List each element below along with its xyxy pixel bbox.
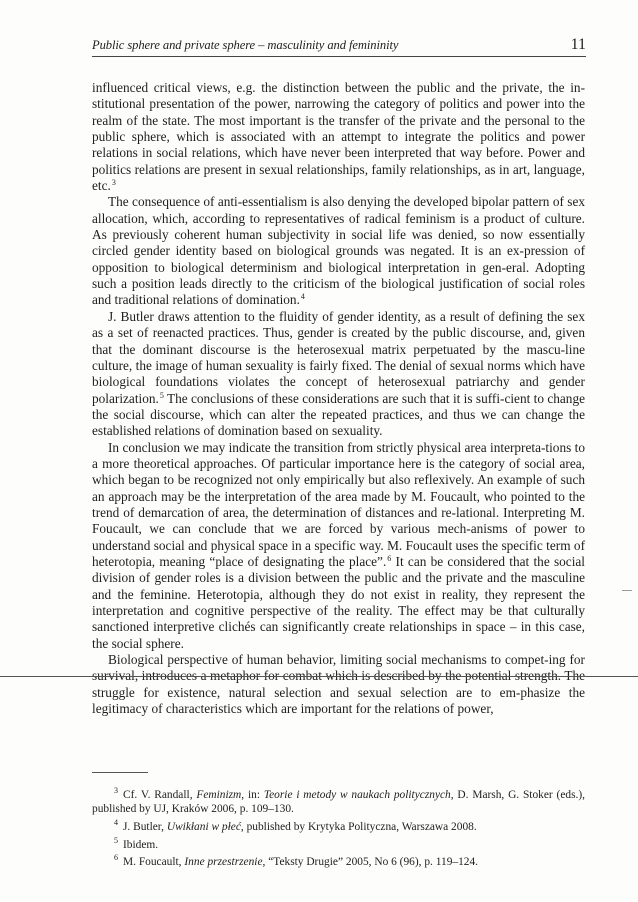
footnote-text: J. Butler, [123, 820, 167, 833]
paragraph [92, 194, 585, 308]
scan-rule-line [0, 676, 638, 677]
paragraph [92, 440, 585, 652]
paragraph-text: It can be considered that the social division of gender roles is a division between the public and the private and the masculine and the feminine. Heterotopia, although they do not exist in reality, they represent the interpretation and cognitive perspective of the reality. The effect may be that culturally sanctioned interpretive clichés can significantly create relationships in space – in this case, the social sphere. [92, 553, 585, 651]
footnote-reference: 3 [111, 178, 116, 188]
footnote-text: , “Teksty Drugie” 2005, No 6 (96), p. 119–124. [262, 856, 479, 869]
footnote-title: Uwikłani w płeć [166, 820, 241, 833]
paragraph [92, 652, 585, 717]
paragraph-text: In conclusion we may indicate the transition from strictly physical area interpreta-tions to a more theoretical approaches. Of particular importance here is the category of social area, which began to be recognized not only empirically but also reflexively. An example of such an approach may be the interpretation of the area made by M. Foucault, who pointed to the trend of demarcation of area, the determination of distances and re-lational. Interpreting M. Foucault, we can conclude that we are forced by various mech-anisms of power to understand social and physical space in a specific way. M. Foucault uses the specific term of heterotopia, meaning “place of designating the place”. [92, 439, 585, 569]
footnote-reference: 6 [387, 553, 392, 563]
paragraph-text: The conclusions of these considerations are such that it is suffi-cient to change the social discourse, which can alter the repeated practices, and thus we can change the established relations of domination based on sexuality. [92, 390, 585, 439]
footnote-text: Ibidem. [123, 838, 159, 851]
footnote-source: Teorie i metody w naukach politycznych [263, 788, 451, 801]
footnote-text: , D. Marsh, G. Stoker (eds.), published by UJ, Kraków 2006, p. 109–130. [92, 788, 585, 815]
footnote-text: M. Foucault, [123, 856, 185, 869]
scan-edge-mark [622, 590, 632, 601]
paragraph [92, 80, 585, 194]
footnote-number: 5 [114, 835, 118, 845]
footnote [92, 784, 585, 816]
paragraph-text: influenced critical views, e.g. the distinction between the public and the private, the in-stitutional presentation of the power, narrowing the category of politics and power into the realm of the state. The most important is the transfer of the private and the personal to the public sphere, which is associated with an attempt to integrate the politics and power relations in social relations, which have never been interpreted that way before. Power and politics relations are present in sexual relationships, family relationships, as in art, language, etc. [92, 80, 585, 194]
running-header [92, 36, 586, 57]
footnote-number: 3 [114, 786, 118, 795]
footnote-text: Cf. V. Randall, [123, 788, 197, 801]
footnote-title: Feminizm [196, 788, 242, 801]
footnote-title: Inne przestrzenie [184, 856, 263, 869]
paragraph-text: Biological perspective of human behavior, limiting social mechanisms to compet-ing for survival, introduces a metaphor for combat which is described by the potential strength. The struggle for existence, natural selection and sexual selection are to em-phasize the legitimacy of characteristics which are important for the relations of power, [92, 652, 585, 717]
page-number: 11 [570, 36, 586, 53]
footnotes [92, 784, 585, 869]
footnote [92, 851, 585, 869]
running-title: Public sphere and private sphere – masculinity and femininity [92, 38, 399, 52]
footnote-separator [92, 772, 148, 773]
footnote [92, 834, 585, 852]
paragraph-text: The consequence of anti-essentialism is also denying the developed bipolar pattern of sex allocation, which, according to representatives of radical feminism is a product of culture. As previously coherent human subjectivity in social life was denied, so now essentially circled gender identity based on biological grounds was negated. It is an ex-pression of opposition to biological determinism and biological interpretation in gen-eral. Adopting such a position leads directly to the criticism of the biological justification of social roles and traditional relations of domination. [92, 194, 585, 308]
body-text [92, 80, 585, 717]
paragraph-text: J. Butler draws attention to the fluidity of gender identity, as a result of defining the sex as a set of reenacted practices. Thus, gender is created by the public discourse, and, given that the dominant discourse is the heterosexual matrix perpetuated by the mascu-line culture, the image of human sexuality is fairly fixed. The denial of sexual norms which have biological foundations violates the concept of heterosexual patriarchy and gender polarization. [92, 308, 585, 406]
footnote-text: , in: [241, 788, 264, 801]
footnote-number: 4 [114, 817, 118, 827]
paragraph [92, 309, 585, 440]
footnote-text: , published by Krytyka Polityczna, Warszawa 2008. [240, 820, 477, 833]
footnote [92, 816, 585, 834]
footnote-reference: 4 [300, 292, 305, 302]
footnote-reference: 5 [159, 390, 164, 400]
footnote-number: 6 [114, 853, 118, 863]
